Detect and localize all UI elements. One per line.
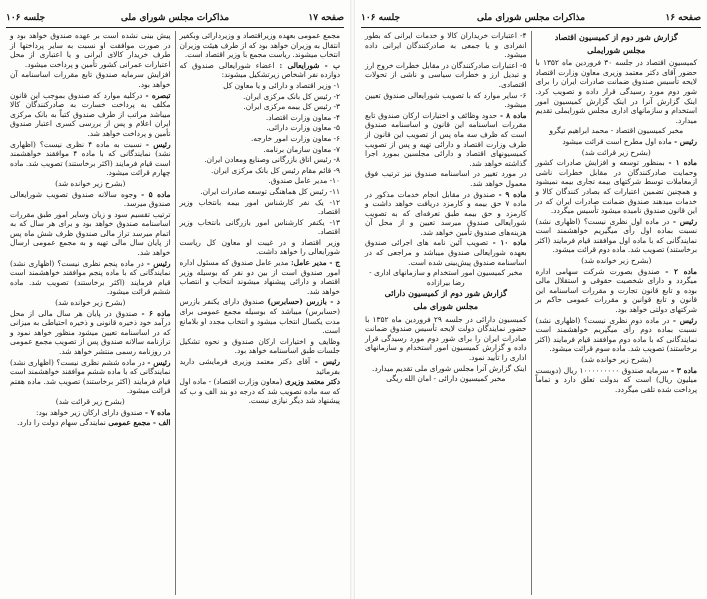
paragraph-lead: ماده ۹ - <box>498 189 527 199</box>
paragraph <box>180 297 341 335</box>
paragraph <box>536 158 698 216</box>
paragraph-text: وظایف و اختیارات ارکان صندوق و نحوه تشکیل جلسات طبق اساسنامه خواهد بود. <box>179 336 340 356</box>
paragraph <box>180 113 341 123</box>
paragraph-text: مخبر کمیسیون امور استخدام و سازمانهای اداری - رضا بیرازاده <box>369 268 523 287</box>
paragraph-lead: رئیس - <box>672 315 697 325</box>
paragraph <box>365 190 527 238</box>
paragraph <box>180 187 341 197</box>
paragraph <box>536 267 698 315</box>
paragraph-text: مخبر کمیسیون اقتصاد - محمد ابراهیم تیگرو <box>549 126 684 136</box>
paragraph-text: (بشرح زیر خوانده شد) <box>581 256 652 266</box>
paragraph <box>180 258 341 296</box>
paragraph-text: ۵- اعتبارات صادرکنندگان در مقابل خطرات خروج ارز و تبدیل ارز و خطرات سیاسی و ناشی از تحولات اقتصادی. <box>365 60 527 89</box>
section-heading <box>365 302 527 312</box>
paragraph <box>180 155 341 165</box>
left-page-header <box>6 11 344 28</box>
paragraph <box>536 126 698 136</box>
left-page-session: جلسه ۱۰۶ <box>6 13 46 23</box>
paragraph-text: (معاون وزارت اقتصاد) - ماده اول که سه ماده تصویب شد که درجه دو بند الف و ب که پیشنهاد شد دیگر نیازی نیست. <box>179 377 340 406</box>
paragraph-lead: ماده ۲ - <box>665 266 697 276</box>
section-heading <box>365 289 527 299</box>
right-page-column-left <box>361 31 532 595</box>
paragraph <box>10 408 171 418</box>
paragraph-lead: رئیس - <box>147 357 171 367</box>
paragraph <box>10 298 171 308</box>
paragraph <box>536 148 698 158</box>
paragraph <box>180 134 341 144</box>
paragraph-text: (بشرح زیر قرائت شد) <box>581 147 651 157</box>
paragraph-text: ماده اول مطرح است قرائت میشود <box>562 136 672 146</box>
paragraph-text: حدود وظائف و اختیارات ارکان صندوق تابع مقررات اساسنامه این قانون و اساسنامه صندوق است که ظرف سه ماه پس از تصویب این قانون از طرف وزارت اقتصاد و دارائی تهیه و پس از تصویب کمیسیونهای اقتصاد و دارائی مجلسین بمورد اجرا گذاشته خواهد شد. <box>365 110 527 168</box>
paragraph-text: ۴- اعتبارات خریداران کالا و خدمات ایرانی که بطور انفرادی و یا جمعی به صادرکنندگان ایرانی داده میشود. <box>365 31 527 60</box>
paragraph <box>536 256 698 266</box>
paragraph <box>180 92 341 102</box>
paragraph <box>536 316 698 354</box>
paragraph <box>365 111 527 169</box>
left-page <box>0 0 350 599</box>
paragraph-text: (بشرح زیر قرائت شد) <box>55 396 125 406</box>
paragraph-lead: د - بازرس (حسابرس) <box>267 297 340 307</box>
paragraph-text: ۱۲- یک نفر کارشناس امور بیمه بانتخاب وزیر اقتصاد. <box>179 197 340 217</box>
section-heading <box>536 46 698 56</box>
paragraph-lead: تبصره - <box>145 90 171 100</box>
paragraph-text: ۱۰- مدیر عامل صندوق. <box>268 176 340 186</box>
left-page-column-left <box>6 31 176 595</box>
paragraph <box>180 31 341 60</box>
paragraph-text: صندوق در مقابل انجام خدمات مذکور در ماده ۷ حق بیمه و کارمزد دریافت خواهد داشت و کارمزد و حق بیمه طبق تعرفه‌ای که به تصویب شورایعالی صندوق میرسد تعیین و از محل آن هزینه‌های صندوق تأمین خواهد شد. <box>365 189 527 237</box>
paragraph <box>10 259 171 297</box>
paragraph-text: صندوق دارای یکنفر بازرس (حسابرس) میباشد که بوسیله مجمع عمومی برای مدت یکسال انتخاب میشود و انتخاب مجدد او بلامانع است. <box>179 297 340 336</box>
paragraph-text: اعضاء شورایعالی صندوق که دوازده نفر اشخاص زیرتشکیل میشوند: <box>179 60 340 80</box>
paragraph-text: ترتیب تقسیم سود و زیان وسایر امور طبق مقررات اساسنامه صندوق خواهد بود و برای هر سال که به اتمام میرسد تراز مالی صندوق ظرف شش ماه پس از پایان سال مالی تهیه و به مجمع عمومی ارسال خواهد شد. <box>10 209 171 258</box>
paragraph-text: ۸- رئیس اتاق بازرگانی وصنایع ومعادن ایران. <box>204 155 340 165</box>
paragraph-lead: ج - مدیر عامل: <box>290 258 340 268</box>
paragraph-text: (بشرح زیر خوانده شد) <box>55 298 126 308</box>
paragraph-text: صندوق دارای ارکان زیر خواهد بود: <box>35 407 143 417</box>
paragraph <box>180 145 341 155</box>
paragraph-lead: ماده ۷ - <box>144 407 171 417</box>
paragraph-lead: ماده ۶ - <box>141 308 171 318</box>
paragraph <box>365 31 527 60</box>
paragraph-text: (بشرح زیر خوانده شد) <box>581 355 652 364</box>
paragraph-lead: رئیس - <box>672 216 698 226</box>
paragraph <box>536 355 698 365</box>
paragraph <box>10 91 171 139</box>
paragraph-text: مجلس شورای ملی <box>413 301 479 312</box>
paragraph <box>10 31 171 69</box>
paragraph-text: مدیر عامل صندوق که مسئول اداره امور صندوق است از بین دو نفر که بوسیله وزیر اقتصاد و دارائی پیشنهاد میشوند انتخاب و انتصاب خواهد شد. <box>179 258 340 296</box>
paragraph-text: پیش بینی نشده است بر عهده صندوق خواهد بود و در صورت موافقت او نسبت به سایر پرداختها از طرف خریدار کالای ایرانی و یا اعتباری از محل اعتبارات عمرانی کشور تأمین و پرداخت میشود. <box>10 31 171 69</box>
paragraph <box>365 268 527 287</box>
right-page-session: جلسه ۱۰۶ <box>361 13 401 23</box>
paragraph-text: ۹- قائم مقام رئیس کل بانک مرکزی ایران. <box>210 165 340 175</box>
paragraph <box>536 217 698 255</box>
right-page-header <box>361 11 701 28</box>
paragraph <box>180 61 341 80</box>
paragraph-text: ۵- معاون وزارت دارائی. <box>266 123 340 133</box>
paragraph-lead: الف - مجمع عمومی <box>108 418 171 428</box>
paragraph <box>536 366 698 395</box>
paragraph <box>365 169 527 188</box>
paragraph-lead: رئیس - <box>145 139 171 149</box>
right-page-columns <box>361 31 701 595</box>
paragraph <box>180 198 341 217</box>
paragraph-text: ۱۱- رئیس کل هماهنگی توسعه صادرات ایران. <box>200 186 340 196</box>
paragraph-text: (بشرح زیر خوانده شد) <box>55 178 126 188</box>
paragraph <box>10 190 171 209</box>
paragraph-text: ۴- معاون وزارت اقتصاد. <box>265 112 340 122</box>
paragraph-text: در مورد تغییر در اساسنامه صندوق نیز ترتیب فوق معمول خواهد شد. <box>365 169 527 188</box>
paragraph-text: وزیر اقتصاد و در غیبت او معاون کل ریاست شورایعالی را خواهد داشت. <box>179 237 340 257</box>
paragraph <box>180 238 341 257</box>
paragraph-text: ۶- معاون وزارت امور خارجه. <box>250 133 340 143</box>
paragraph <box>365 364 527 374</box>
paragraph <box>10 358 171 396</box>
paragraph-text: در ماده اول نظری نیست؟ (اظهاری نشد) نسبت بماده اول رأی میگیریم خواهشمند است نمایندگانی که با ماده اول موافقند قیام فرمایند (اکثر برخاستند) تصویب شد. ماده دوم قرائت میشود. <box>535 216 697 255</box>
paragraph <box>365 374 527 384</box>
paragraph-text: ۷- معاون سازمان برنامه. <box>263 144 340 154</box>
paragraph <box>180 357 341 376</box>
paragraph-lead: ماده ۵ - <box>141 189 171 199</box>
paragraph-text: مجمع عمومی بعهده وزیراقتصاد و وزیردارائی وبکفیر انتقال به وزیران خواهد بود که از طرف هیئت وزیران انتخاب میشوند. ریاست مجمع با وزیر اقتصاد است. <box>179 31 340 60</box>
paragraph-text: صندوق بصورت شرکت سهامی اداره میگردد و دارای شخصیت حقوقی و استقلال مالی بوده و تابع قانون تجارت و مقررات اساسنامه این قانون و تابع قوانین و مقررات عمومی حاکم بر شرکتهای دولتی خواهد بود. <box>535 266 697 315</box>
paragraph-text: ۱۳- یکنفر کارشناس امور بازرگانی بانتخاب وزیر اقتصاد. <box>179 217 340 237</box>
paragraph-text: بمنظور توسعه و افزایش صادرات کشور وحمایت صادرکنندگان در مقابل خطرات ناشی ازمعاملات توسط شرکتهای بیمه تجاری بیمه نمیشود و همچنین تضمین اعتبارات که بصادر کنندگان کالا و خدمات میدهند صندوق ضمانت صادرات ایران که در این قانون صندوق نامیده میشود تأسیس میگردد. <box>535 158 697 216</box>
paragraph-text: وجوه سالانه صندوق تصویب شورایعالی صندوق میرسد. <box>10 189 171 209</box>
paragraph <box>10 140 171 178</box>
paragraph <box>365 91 527 110</box>
paragraph-text: در ماده پنجم نظری نیست؟ (اظهاری نشد) نمایندگانی که با ماده پنجم موافقند خواهشمند است قیام فرمایند (اکثر برخاستند) تصویب شد. ماده ششم قرائت میشود. <box>10 258 171 297</box>
paragraph-text: گزارش شور دوم از کمیسیون دارائی <box>384 288 507 299</box>
paragraph-text: اینک گزارش آنرا مجلس شورای ملی تقدیم میدارد. <box>372 363 527 373</box>
paragraph-text: در ماده دوم نظری نیست؟ (اظهاری نشد) نسبت بماده دوم رأی میگیریم خواهشمند است نمایندگانی که با ماده دوم موافقند قیام فرمایند (اکثر برخاستند) تصویب شد. ماده سوم قرائت میشود. <box>535 315 697 354</box>
paragraph-text: مخبر کمیسیون دارائی - امان الله ریگی <box>386 374 506 384</box>
paragraph <box>180 166 341 176</box>
paragraph-text: ۱- وزیر اقتصاد و دارائی و یا معاون کل <box>223 80 340 90</box>
paragraph-text: ۳- رئیس کل بیمه مرکزی ایران. <box>243 102 340 112</box>
paragraph <box>10 70 171 89</box>
right-page-column-right <box>532 31 702 595</box>
paragraph-text: کمیسیون دارائی در جلسه ۲۹ فروردین ماه ۱۳۵۲ با حضور نمایندگان دولت لایحه تأسیس صندوق ضمانت صادرات ایران را برای شور دوم مورد رسیدگی قرار داده و گزارش کمیسیون امور استخدام و سازمانهای اداری را تأیید نمود. <box>365 314 527 362</box>
paragraph <box>180 176 341 186</box>
paragraph <box>365 61 527 90</box>
paragraph <box>180 337 341 356</box>
paragraph-text: نسبت به ماده ۴ نظری نیست؟ (اظهاری نشد) نمایندگانی که با ماده ۴ موافقند خواهشمند است قیام فرمایند (اکثر برخاستند) تصویب شد. ماده چهارم قرائت میشود. <box>10 139 171 178</box>
paragraph <box>10 397 171 407</box>
paragraph <box>180 218 341 237</box>
section-heading <box>536 33 698 43</box>
paragraph-lead: ماده ۱ - <box>668 158 697 168</box>
paragraph <box>180 377 341 406</box>
paragraph-lead: ماده ۳ - <box>671 365 698 375</box>
right-page <box>355 0 707 599</box>
paragraph-text: گزارش شور دوم از کمیسیون اقتصاد <box>554 32 678 42</box>
paragraph <box>10 309 171 357</box>
paragraph-lead: رئیس - <box>674 136 697 146</box>
paragraph <box>536 137 698 147</box>
paragraph-text: درکلیه موارد که صندوق بموجب این قانون مکلف به پرداخت خسارت به صادرکنندگان کالا میباشد مراتب از طرف صندوق کتباً به بانک مرکزی ایران اعلام و پس از بررسی کسری اعتبار صندوق تأمین و پرداخت خواهد شد. <box>10 90 171 138</box>
paragraph-text: ۲- رئیس کل بانک مرکزی ایران. <box>242 91 340 101</box>
paragraph-text: در ماده ششم نظری نیست؟ (اظهاری نشد) نمایندگانی که با ماده ششم موافقند خواهشمند است قیام فرمایند (اکثر برخاستند) تصویب شد. ماده هفتم قرائت میشود. <box>10 357 171 396</box>
paragraph-text: کمیسیون اقتصاد در جلسه ۳۰ فروردین ماه ۱۳۵۲ با حضور آقای دکتر معتمد وزیری معاون وزارت اقتصاد لایحه تأسیس صندوق ضمانت صادرات ایران را برای شور دوم مورد رسیدگی قرار داده و تصویب کرد. اینک گزارش آنرا در اینک گزارش کمیسیون امور استخدام و سازمانهای اداری مجلس شورایملی تقدیم میدارد. <box>535 58 697 125</box>
paragraph-lead: رئیس - <box>314 357 340 366</box>
left-page-column-right <box>176 31 345 595</box>
right-page-title: مذاکرات مجلس شورای ملی <box>476 13 586 23</box>
paragraph <box>10 210 171 258</box>
paragraph <box>180 123 341 133</box>
paragraph <box>365 238 527 267</box>
paragraph-text: تصویب آئین نامه های اجرائی صندوق بعهده شورایعالی صندوق میباشد و مراجعی که در اساسنامه صندوق پیش‌بینی شده است. <box>365 238 527 267</box>
right-page-number: صفحه ۱۶ <box>665 13 701 23</box>
left-page-number: صفحه ۱۷ <box>308 13 344 23</box>
paragraph-text: سرمایه صندوق ۱۰۰۰۰۰۰۰۰۰ ریال (دویست میلیون ریال) است که بدولت تعلق دارد و تماماً پرداخت شده تلقی میگردد. <box>535 365 697 394</box>
paragraph-lead: دکتر معتمد وزیری <box>284 377 340 387</box>
paragraph-text: نمایندگی سهام دولت را دارد. <box>17 418 106 428</box>
paragraph <box>180 102 341 112</box>
paragraph-lead: ماده ۸ - <box>499 110 527 120</box>
paragraph-text: افزایش سرمایه صندوق تابع مقررات اساسنامه آن خواهد بود. <box>10 70 171 89</box>
paragraph-lead: رئیس - <box>146 258 171 268</box>
left-page-columns <box>6 31 344 595</box>
paragraph-lead: ب - شورایعالی : <box>279 60 340 70</box>
paragraph <box>536 58 698 125</box>
left-page-title: مذاکرات مجلس شورای ملی <box>120 13 230 23</box>
paragraph <box>365 315 527 363</box>
paragraph <box>180 81 341 91</box>
paragraph-text: ۶- سایر موارد که با تصویب شورایعالی صندوق تعیین میشود. <box>365 90 527 110</box>
paragraph-lead: ماده ۱۰ - <box>492 238 527 248</box>
paragraph <box>10 418 171 428</box>
paragraph-text: آقای دکتر معتمد وزیری فرمایشی دارید بفرمائید <box>179 357 340 376</box>
paragraph <box>10 179 171 189</box>
paragraph-text: صندوق در پایان هر سال مالی از محل درآمد خود ذخیره قانونی و ذخیره احتیاطی به میزانی که در اساسنامه تعیین میشود منظور خواهد نمود و ترازنامه سالانه صندوق پس از تصویب مجمع عمومی در روزنامه رسمی منتشر خواهد شد. <box>10 308 171 356</box>
paragraph-text: مجلس شورایملی <box>587 44 646 55</box>
